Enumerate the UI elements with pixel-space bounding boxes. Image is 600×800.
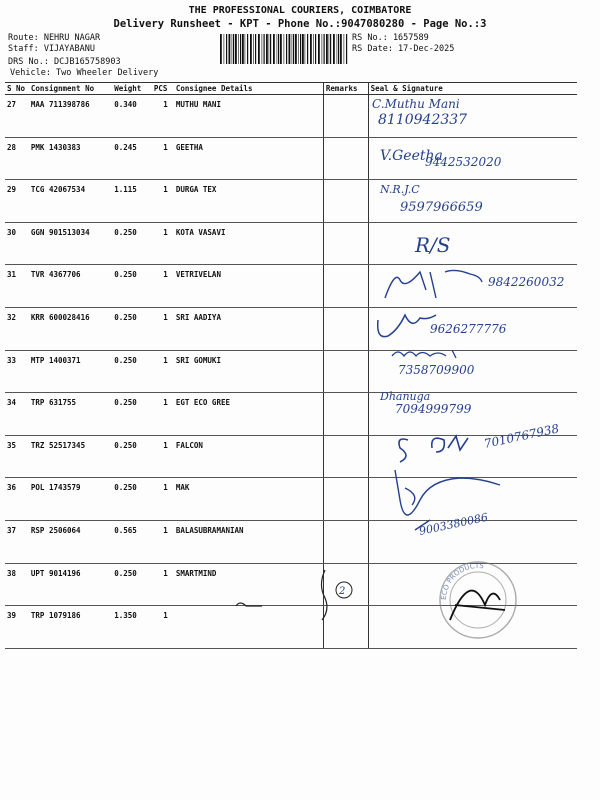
cell-pcs: 1 [152, 222, 170, 265]
cell-pcs: 1 [152, 520, 170, 563]
barcode-bar [330, 34, 331, 64]
barcode-bar [240, 34, 241, 64]
barcode-bar [284, 34, 285, 64]
cell-seal [368, 563, 577, 606]
cell-seal [368, 520, 577, 563]
table-row [5, 606, 577, 649]
cell-consignment: TRP 1079186 [29, 606, 112, 649]
cell-sno: 28 [5, 137, 29, 180]
cell-consignee: MUTHU MANI [170, 95, 324, 138]
cell-sno: 35 [5, 435, 29, 478]
cell-seal [368, 606, 577, 649]
cell-seal [368, 435, 577, 478]
cell-consignment: MTP 1400371 [29, 350, 112, 393]
cell-pcs: 1 [152, 95, 170, 138]
cell-sno: 29 [5, 180, 29, 223]
staff-label: Staff: VIJAYABANU [8, 44, 95, 54]
drs-number: DRS No.: DCJB165758903 [8, 57, 121, 67]
cell-seal [368, 307, 577, 350]
col-consignee: Consignee Details [170, 83, 324, 95]
barcode-bar [235, 34, 237, 64]
cell-consignee: SMARTMIND [170, 563, 324, 606]
cell-consignment: POL 1743579 [29, 478, 112, 521]
barcode-bar [253, 34, 254, 64]
barcode-bar [313, 34, 314, 64]
cell-consignee: BALASUBRAMANIAN [170, 520, 324, 563]
cell-consignee: KOTA VASAVI [170, 222, 324, 265]
phone-29: 9597966659 [400, 200, 483, 215]
cell-remarks [323, 606, 368, 649]
cell-pcs: 1 [152, 563, 170, 606]
col-pcs: PCS [152, 83, 170, 95]
barcode-bar [220, 34, 222, 64]
barcode-bar [292, 34, 293, 64]
table-row [5, 478, 577, 521]
cell-consignee: EGT ECO GREE [170, 393, 324, 436]
cell-consignee: DURGA TEX [170, 180, 324, 223]
cell-consignment: TCG 42067534 [29, 180, 112, 223]
signature-28: V.Geetha [380, 148, 443, 164]
cell-pcs: 1 [152, 350, 170, 393]
barcode-bar [262, 34, 263, 64]
cell-weight: 0.250 [112, 222, 152, 265]
cell-seal [368, 265, 577, 308]
barcode-bar [326, 34, 328, 64]
cell-pcs: 1 [152, 478, 170, 521]
cell-remarks [323, 222, 368, 265]
barcode-bar [269, 34, 270, 64]
barcode-bar [344, 34, 345, 64]
table-row [5, 137, 577, 180]
cell-sno: 30 [5, 222, 29, 265]
barcode-bar [229, 34, 231, 64]
cell-consignee: SRI GOMUKI [170, 350, 324, 393]
cell-remarks [323, 435, 368, 478]
barcode-bar [247, 34, 248, 64]
cell-seal [368, 478, 577, 521]
col-seal: Seal & Signature [368, 83, 577, 95]
barcode-bar [264, 34, 265, 64]
cell-pcs: 1 [152, 393, 170, 436]
cell-consignment: PMK 1430383 [29, 137, 112, 180]
col-consignment: Consignment No [29, 83, 112, 95]
barcode-bar [273, 34, 275, 64]
table-row [5, 222, 577, 265]
barcode-bar [324, 34, 325, 64]
barcode-bar [346, 34, 347, 64]
phone-37: 9003380086 [417, 510, 490, 538]
table-row [5, 393, 577, 436]
cell-weight: 0.340 [112, 95, 152, 138]
cell-sno: 34 [5, 393, 29, 436]
company-title: THE PROFESSIONAL COURIERS, COIMBATORE [188, 5, 412, 16]
barcode-bar [338, 34, 339, 64]
rs-number: RS No.: 1657589 [352, 33, 429, 43]
phone-27: 8110942337 [378, 112, 468, 128]
cell-remarks [323, 95, 368, 138]
cell-pcs: 1 [152, 307, 170, 350]
barcode-bar [289, 34, 291, 64]
cell-weight: 0.250 [112, 435, 152, 478]
barcode-bar [322, 34, 323, 64]
barcode-bar [238, 34, 239, 64]
barcode-bar [298, 34, 299, 64]
barcode-bar [329, 34, 330, 64]
cell-remarks [323, 478, 368, 521]
cell-sno: 27 [5, 95, 29, 138]
cell-weight: 0.250 [112, 307, 152, 350]
table-row [5, 265, 577, 308]
table-header [5, 83, 577, 95]
runsheet-table [5, 82, 577, 649]
route-label: Route: NEHRU NAGAR [8, 33, 101, 43]
cell-pcs: 1 [152, 137, 170, 180]
cell-remarks [323, 307, 368, 350]
barcode-bar [250, 34, 252, 64]
barcode-bar [305, 34, 306, 64]
cell-pcs: 1 [152, 180, 170, 223]
cell-consignment: TRP 631755 [29, 393, 112, 436]
cell-pcs: 1 [152, 435, 170, 478]
col-weight: Weight [112, 83, 152, 95]
signature-30: R/S [415, 233, 451, 257]
barcode-bar [266, 34, 268, 64]
phone-34: 7094999799 [395, 402, 472, 416]
barcode-bar [295, 34, 297, 64]
cell-weight: 1.115 [112, 180, 152, 223]
cell-weight: 0.250 [112, 563, 152, 606]
cell-remarks [323, 393, 368, 436]
barcode-bar [245, 34, 246, 64]
table-row [5, 350, 577, 393]
col-remarks: Remarks [323, 83, 368, 95]
table-row [5, 563, 577, 606]
phone-31: 9842260032 [488, 275, 565, 289]
cell-remarks [323, 563, 368, 606]
col-sno: S No [5, 83, 29, 95]
signature-29: N.R.J.C [380, 183, 420, 196]
cell-sno: 39 [5, 606, 29, 649]
barcode-bar [233, 34, 234, 64]
barcode-bar [232, 34, 233, 64]
cell-consignment: TVR 4367706 [29, 265, 112, 308]
cell-consignment: KRR 600028416 [29, 307, 112, 350]
barcode-bar [277, 34, 278, 64]
cell-weight: 0.250 [112, 350, 152, 393]
cell-remarks [323, 350, 368, 393]
cell-seal [368, 137, 577, 180]
barcode-bar [270, 34, 271, 64]
barcode [220, 34, 348, 64]
cell-consignee: SRI AADIYA [170, 307, 324, 350]
rs-date: RS Date: 17-Dec-2025 [352, 44, 455, 54]
barcode-bar [302, 34, 304, 64]
signature-34: Dhanuga [380, 390, 431, 403]
cell-pcs: 1 [152, 606, 170, 649]
cell-seal [368, 180, 577, 223]
barcode-bar [307, 34, 308, 64]
cell-consignee: VETRIVELAN [170, 265, 324, 308]
barcode-bar [333, 34, 335, 64]
mark-39: 2 [339, 586, 346, 597]
cell-consignment: TRZ 52517345 [29, 435, 112, 478]
barcode-bar [278, 34, 279, 64]
cell-consignee [170, 606, 324, 649]
barcode-bar [242, 34, 244, 64]
runsheet-title: Delivery Runsheet - KPT - Phone No.:9047080280 - Page No.:3 [113, 18, 487, 30]
cell-sno: 33 [5, 350, 29, 393]
cell-sno: 38 [5, 563, 29, 606]
svg-text:ECO PRODUCTS: ECO PRODUCTS [439, 561, 485, 601]
table-row [5, 520, 577, 563]
table-row [5, 95, 577, 138]
cell-weight: 0.565 [112, 520, 152, 563]
cell-weight: 1.350 [112, 606, 152, 649]
cell-sno: 37 [5, 520, 29, 563]
phone-35: 7010767938 [482, 421, 561, 451]
signature-27: C.Muthu Mani [372, 97, 460, 111]
phone-32: 9626277776 [430, 322, 507, 336]
phone-33: 7358709900 [398, 363, 475, 377]
barcode-bar [293, 34, 294, 64]
cell-remarks [323, 137, 368, 180]
cell-remarks [323, 520, 368, 563]
cell-seal [368, 393, 577, 436]
cell-weight: 0.250 [112, 478, 152, 521]
cell-consignment: MAA 711398786 [29, 95, 112, 138]
barcode-bar [258, 34, 260, 64]
barcode-bar [226, 34, 227, 64]
cell-weight: 0.245 [112, 137, 152, 180]
cell-consignment: UPT 9014196 [29, 563, 112, 606]
barcode-bar [337, 34, 338, 64]
cell-weight: 0.250 [112, 265, 152, 308]
barcode-bar [315, 34, 316, 64]
barcode-bar [310, 34, 312, 64]
barcode-bar [340, 34, 342, 64]
table-row [5, 180, 577, 223]
cell-weight: 0.250 [112, 393, 152, 436]
vehicle-label: Vehicle: Two Wheeler Delivery [10, 68, 159, 78]
barcode-bar [300, 34, 301, 64]
barcode-bar [318, 34, 320, 64]
cell-consignee: MAK [170, 478, 324, 521]
cell-consignee: FALCON [170, 435, 324, 478]
cell-remarks [323, 265, 368, 308]
barcode-bar [224, 34, 225, 64]
cell-seal [368, 222, 577, 265]
cell-seal [368, 350, 577, 393]
barcode-bar [255, 34, 256, 64]
barcode-bar [280, 34, 282, 64]
table-row [5, 307, 577, 350]
cell-consignee: GEETHA [170, 137, 324, 180]
phone-28: 9442532020 [425, 155, 502, 169]
cell-sno: 31 [5, 265, 29, 308]
barcode-bar [286, 34, 287, 64]
cell-sno: 32 [5, 307, 29, 350]
cell-sno: 36 [5, 478, 29, 521]
table-row [5, 435, 577, 478]
cell-remarks [323, 180, 368, 223]
cell-consignment: RSP 2506064 [29, 520, 112, 563]
cell-seal [368, 95, 577, 138]
cell-consignment: GGN 901513034 [29, 222, 112, 265]
cell-pcs: 1 [152, 265, 170, 308]
